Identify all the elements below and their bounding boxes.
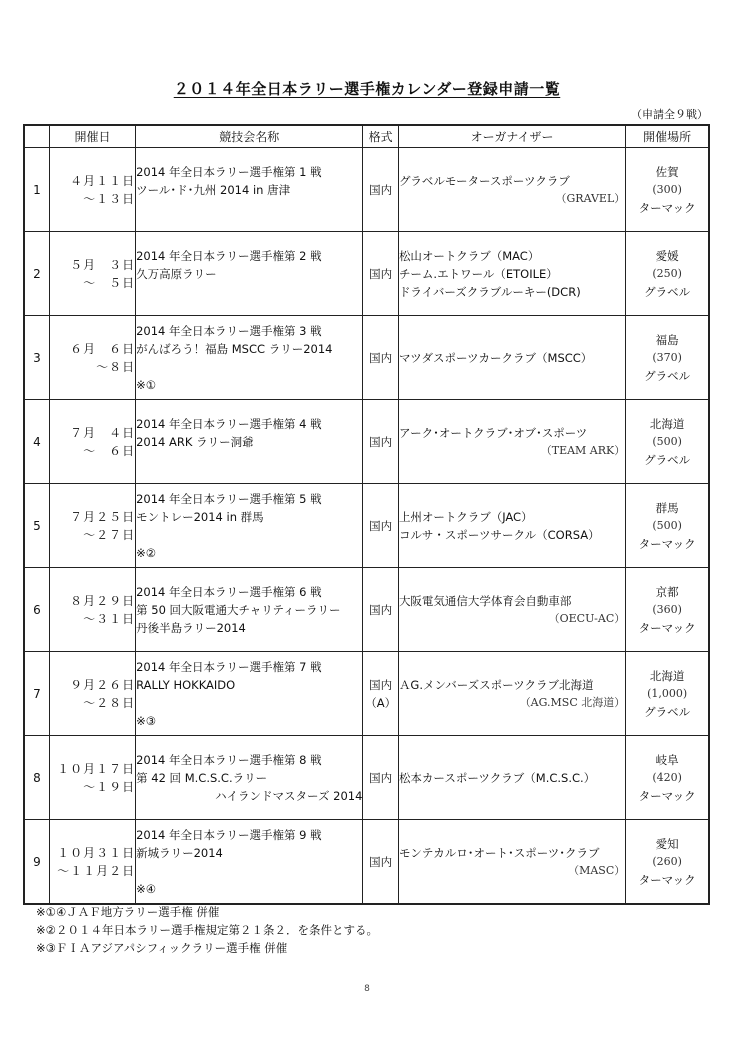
cell-line: 愛媛 bbox=[655, 248, 679, 263]
cell-line: ～１１月２日 bbox=[57, 863, 136, 878]
cell-line: 北海道 bbox=[649, 416, 685, 431]
cell-line: (370) bbox=[652, 350, 682, 364]
cell-line: ８月２９日 bbox=[70, 593, 136, 608]
row-number: 9 bbox=[24, 820, 49, 905]
cell-line: 上州オートクラブ（JAC） bbox=[398, 509, 533, 524]
footnote: ※②２０１４年日本ラリー選手権規定第２１条２．を条件とする。 bbox=[36, 923, 378, 937]
table-row bbox=[24, 820, 709, 905]
cell-line: 岐阜 bbox=[655, 752, 679, 767]
cell-line: 2014 年全日本ラリー選手権第 1 戦 bbox=[136, 164, 322, 179]
row-number: 6 bbox=[24, 568, 49, 652]
event-name bbox=[136, 400, 363, 484]
event-format bbox=[363, 736, 399, 820]
cell-line: （OECU-AC） bbox=[548, 611, 626, 625]
cell-line: ※① bbox=[136, 377, 157, 392]
event-date bbox=[49, 652, 135, 736]
cell-line: 国内 bbox=[369, 434, 393, 449]
footnote: ※③ＦＩＡアジアパシフィックラリー選手権 併催 bbox=[36, 941, 288, 955]
cell-line: 2014 年全日本ラリー選手権第 5 戦 bbox=[136, 491, 322, 506]
event-date bbox=[49, 568, 135, 652]
event-format bbox=[363, 232, 399, 316]
row-number: 2 bbox=[24, 232, 49, 316]
cell-line: ～１９日 bbox=[83, 779, 136, 794]
cell-line: ５月 ３日 bbox=[70, 257, 136, 272]
cell-line: 国内 bbox=[369, 182, 393, 197]
venue bbox=[626, 820, 709, 905]
header-format: 格式 bbox=[363, 125, 399, 148]
summary-count: （申請全９戦） bbox=[631, 108, 708, 121]
organizer bbox=[398, 484, 625, 568]
page-number: 8 bbox=[364, 984, 370, 994]
cell-line: マツダスポーツカークラブ（MSCC） bbox=[398, 350, 593, 365]
cell-line: 佐賀 bbox=[655, 164, 679, 179]
cell-line: ～２７日 bbox=[83, 527, 136, 542]
header-organizer: オーガナイザー bbox=[398, 125, 625, 148]
cell-line: １０月１７日 bbox=[57, 761, 136, 776]
organizer bbox=[398, 652, 625, 736]
event-format bbox=[363, 316, 399, 400]
cell-line: (300) bbox=[652, 182, 682, 196]
cell-line: ターマック bbox=[638, 536, 696, 551]
event-name bbox=[136, 652, 363, 736]
cell-line: (250) bbox=[652, 266, 682, 280]
event-name bbox=[136, 232, 363, 316]
cell-line: ～ ５日 bbox=[83, 275, 136, 290]
cell-line: ターマック bbox=[638, 872, 696, 887]
cell-line: ～ ６日 bbox=[83, 443, 136, 458]
cell-line: ９月２６日 bbox=[70, 677, 136, 692]
cell-line: ターマック bbox=[638, 620, 696, 635]
cell-line: ７月 ４日 bbox=[70, 425, 136, 440]
cell-line: 福島 bbox=[655, 332, 679, 347]
cell-line bbox=[136, 694, 362, 712]
event-date bbox=[49, 736, 135, 820]
cell-line: (1,000) bbox=[647, 686, 688, 700]
event-name bbox=[136, 568, 363, 652]
row-number: 5 bbox=[24, 484, 49, 568]
cell-line: ～８日 bbox=[96, 359, 136, 374]
cell-line: RALLY HOKKAIDO bbox=[136, 677, 236, 692]
cell-line: 松本カースポーツクラブ（M.C.S.C.） bbox=[398, 770, 596, 785]
cell-line: （A） bbox=[365, 695, 397, 710]
event-date bbox=[49, 400, 135, 484]
organizer bbox=[398, 232, 625, 316]
table-row bbox=[24, 148, 709, 232]
venue bbox=[626, 736, 709, 820]
footnotes bbox=[36, 903, 378, 957]
table-row bbox=[24, 736, 709, 820]
row-number: 7 bbox=[24, 652, 49, 736]
cell-line: 2014 年全日本ラリー選手権第 8 戦 bbox=[136, 752, 322, 767]
row-number: 8 bbox=[24, 736, 49, 820]
venue bbox=[626, 400, 709, 484]
venue bbox=[626, 148, 709, 232]
cell-line: 第 50 回大阪電通大チャリティーラリー bbox=[136, 602, 341, 617]
cell-line: ターマック bbox=[638, 788, 696, 803]
cell-line: ～２８日 bbox=[83, 695, 136, 710]
table-row bbox=[24, 652, 709, 736]
header-date: 開催日 bbox=[49, 125, 135, 148]
cell-line: 国内 bbox=[369, 350, 393, 365]
event-date bbox=[49, 820, 135, 905]
event-format bbox=[363, 148, 399, 232]
cell-line: ※② bbox=[136, 545, 157, 560]
row-number: 3 bbox=[24, 316, 49, 400]
table-header-row bbox=[24, 125, 709, 148]
cell-line: 国内 bbox=[369, 602, 393, 617]
cell-line: ※④ bbox=[136, 881, 157, 896]
cell-line: 2014 年全日本ラリー選手権第 7 戦 bbox=[136, 659, 322, 674]
organizer bbox=[398, 400, 625, 484]
cell-line: ７月２５日 bbox=[70, 509, 136, 524]
header-no bbox=[24, 125, 49, 148]
cell-line bbox=[136, 358, 362, 376]
cell-line bbox=[136, 862, 362, 880]
event-date bbox=[49, 148, 135, 232]
cell-line: アーク･オートクラブ･オブ･スポーツ bbox=[398, 425, 588, 440]
event-name bbox=[136, 148, 363, 232]
event-date bbox=[49, 232, 135, 316]
cell-line: （GRAVEL） bbox=[555, 191, 626, 205]
row-number: 1 bbox=[24, 148, 49, 232]
cell-line: ※③ bbox=[136, 713, 157, 728]
document-title bbox=[0, 78, 734, 99]
cell-line: チーム.エトワール（ETOILE） bbox=[398, 266, 558, 281]
cell-line bbox=[136, 526, 362, 544]
cell-line: 2014 年全日本ラリー選手権第 6 戦 bbox=[136, 584, 322, 599]
event-name bbox=[136, 820, 363, 905]
cell-line: 北海道 bbox=[649, 668, 685, 683]
cell-line: (360) bbox=[652, 602, 682, 616]
cell-line: （MASC） bbox=[568, 863, 626, 877]
cell-line: 2014 年全日本ラリー選手権第 9 戦 bbox=[136, 827, 322, 842]
footnote: ※①④ＪＡＦ地方ラリー選手権 併催 bbox=[36, 905, 220, 919]
cell-line: 2014 年全日本ラリー選手権第 4 戦 bbox=[136, 416, 322, 431]
table-row bbox=[24, 568, 709, 652]
venue bbox=[626, 652, 709, 736]
cell-line: グラベル bbox=[644, 704, 691, 719]
calendar-table bbox=[23, 124, 710, 905]
cell-line: ハイランドマスターズ 2014 bbox=[215, 788, 363, 803]
cell-line: ～３１日 bbox=[83, 611, 136, 626]
event-name bbox=[136, 484, 363, 568]
table-row bbox=[24, 400, 709, 484]
table-row bbox=[24, 316, 709, 400]
cell-line: （TEAM ARK） bbox=[540, 443, 626, 457]
row-number: 4 bbox=[24, 400, 49, 484]
organizer bbox=[398, 148, 625, 232]
organizer bbox=[398, 568, 625, 652]
cell-line: グラベル bbox=[644, 452, 691, 467]
cell-line: 国内 bbox=[369, 518, 393, 533]
cell-line: ～１３日 bbox=[83, 191, 136, 206]
cell-line: ４月１１日 bbox=[70, 173, 136, 188]
header-event-name: 競技会名称 bbox=[136, 125, 363, 148]
event-format bbox=[363, 568, 399, 652]
event-format bbox=[363, 820, 399, 905]
venue bbox=[626, 484, 709, 568]
venue bbox=[626, 232, 709, 316]
cell-line bbox=[136, 283, 362, 301]
cell-line: 2014 年全日本ラリー選手権第 2 戦 bbox=[136, 248, 322, 263]
event-format bbox=[363, 400, 399, 484]
table-row bbox=[24, 232, 709, 316]
cell-line: (500) bbox=[652, 518, 682, 532]
cell-line: （AG.MSC 北海道） bbox=[519, 695, 626, 709]
cell-line: モンテカルロ･オート･スポーツ･クラブ bbox=[398, 845, 600, 860]
cell-line: 2014 ARK ラリー洞爺 bbox=[136, 434, 254, 449]
document-title-text: ２０１４年全日本ラリー選手権カレンダー登録申請一覧 bbox=[173, 80, 561, 98]
cell-line: 国内 bbox=[369, 266, 393, 281]
cell-line: グラベルモータースポーツクラブ bbox=[398, 173, 570, 188]
event-name bbox=[136, 736, 363, 820]
cell-line: ドライバーズクラブルーキー(DCR) bbox=[398, 284, 581, 299]
cell-line: (500) bbox=[652, 434, 682, 448]
cell-line: 群馬 bbox=[655, 500, 679, 515]
cell-line: (420) bbox=[652, 770, 682, 784]
table-row bbox=[24, 484, 709, 568]
cell-line: 2014 年全日本ラリー選手権第 3 戦 bbox=[136, 323, 322, 338]
venue bbox=[626, 568, 709, 652]
cell-line: 第 42 回 M.C.S.C.ラリー bbox=[136, 770, 268, 785]
event-date bbox=[49, 316, 135, 400]
cell-line: 久万高原ラリー bbox=[136, 266, 217, 281]
event-name bbox=[136, 316, 363, 400]
cell-line: １０月３１日 bbox=[57, 845, 136, 860]
cell-line: 丹後半島ラリー2014 bbox=[136, 620, 246, 635]
cell-line: 京都 bbox=[655, 584, 679, 599]
event-format bbox=[363, 652, 399, 736]
organizer bbox=[398, 316, 625, 400]
organizer bbox=[398, 736, 625, 820]
cell-line bbox=[136, 451, 362, 469]
cell-line: ツール･ド･九州 2014 in 唐津 bbox=[136, 182, 291, 197]
venue bbox=[626, 316, 709, 400]
header-venue: 開催場所 bbox=[626, 125, 709, 148]
cell-line: 松山オートクラブ（MAC） bbox=[398, 248, 540, 263]
cell-line: ６月 ６日 bbox=[70, 341, 136, 356]
cell-line: 愛知 bbox=[655, 836, 679, 851]
cell-line: グラベル bbox=[644, 368, 691, 383]
cell-line: 国内 bbox=[369, 677, 393, 692]
cell-line: (260) bbox=[652, 854, 682, 868]
event-date bbox=[49, 484, 135, 568]
cell-line: モントレー2014 in 群馬 bbox=[136, 509, 264, 524]
cell-line: 国内 bbox=[369, 854, 393, 869]
cell-line: コルサ・スポーツサークル（CORSA） bbox=[398, 527, 600, 542]
cell-line bbox=[136, 199, 362, 217]
cell-line: 大阪電気通信大学体育会自動車部 bbox=[398, 593, 572, 608]
cell-line: ターマック bbox=[638, 200, 696, 215]
organizer bbox=[398, 820, 625, 905]
cell-line: 新城ラリー2014 bbox=[136, 845, 223, 860]
event-format bbox=[363, 484, 399, 568]
cell-line: グラベル bbox=[644, 284, 691, 299]
cell-line: 国内 bbox=[369, 770, 393, 785]
cell-line: がんばろう！福島 MSCC ラリー2014 bbox=[136, 341, 333, 356]
cell-line: ＡG.メンバーズスポーツクラブ北海道 bbox=[398, 677, 594, 692]
